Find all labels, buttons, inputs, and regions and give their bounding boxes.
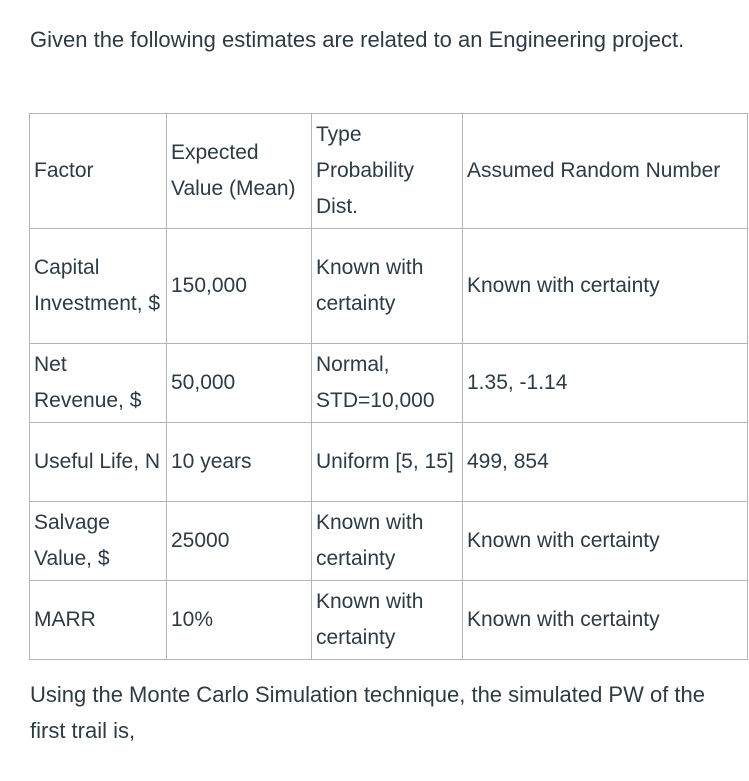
- cell-random: Known with certainty: [463, 581, 748, 660]
- cell-mean: 10%: [167, 581, 312, 660]
- question-text: Using the Monte Carlo Simulation technique, the simulated PW of the first trail is,: [30, 682, 706, 743]
- cell-factor: Net Revenue, $: [30, 344, 167, 423]
- cell-random: Known with certainty: [463, 502, 748, 581]
- cell-factor: Capital Investment, $: [30, 229, 167, 344]
- header-expected-value: Expected Value (Mean): [167, 114, 312, 229]
- header-factor: Factor: [30, 114, 167, 229]
- cell-type: Known with certainty: [312, 502, 463, 581]
- header-random-number: Assumed Random Number: [463, 114, 748, 229]
- cell-mean: 50,000: [167, 344, 312, 423]
- cell-random: Known with certainty: [463, 229, 748, 344]
- intro-text: Given the following estimates are related to an Engineering project.: [30, 27, 685, 52]
- cell-random: 1.35, -1.14: [463, 344, 748, 423]
- table-row: [30, 229, 748, 344]
- cell-type: Known with certainty: [312, 581, 463, 660]
- cell-type: Known with certainty: [312, 229, 463, 344]
- cell-mean: 150,000: [167, 229, 312, 344]
- cell-mean: 25000: [167, 502, 312, 581]
- table-row: [30, 344, 748, 423]
- table-header-row: [30, 114, 748, 229]
- table-row: [30, 502, 748, 581]
- table-row: [30, 581, 748, 660]
- cell-type: Uniform [5, 15]: [312, 423, 463, 502]
- cell-factor: MARR: [30, 581, 167, 660]
- cell-random: 499, 854: [463, 423, 748, 502]
- cell-factor: Useful Life, N: [30, 423, 167, 502]
- cell-factor: Salvage Value, $: [30, 502, 167, 581]
- cell-mean: 10 years: [167, 423, 312, 502]
- estimates-table: [29, 113, 748, 660]
- table-row: [30, 423, 748, 502]
- header-probability-dist: Type Probability Dist.: [312, 114, 463, 229]
- cell-type: Normal, STD=10,000: [312, 344, 463, 423]
